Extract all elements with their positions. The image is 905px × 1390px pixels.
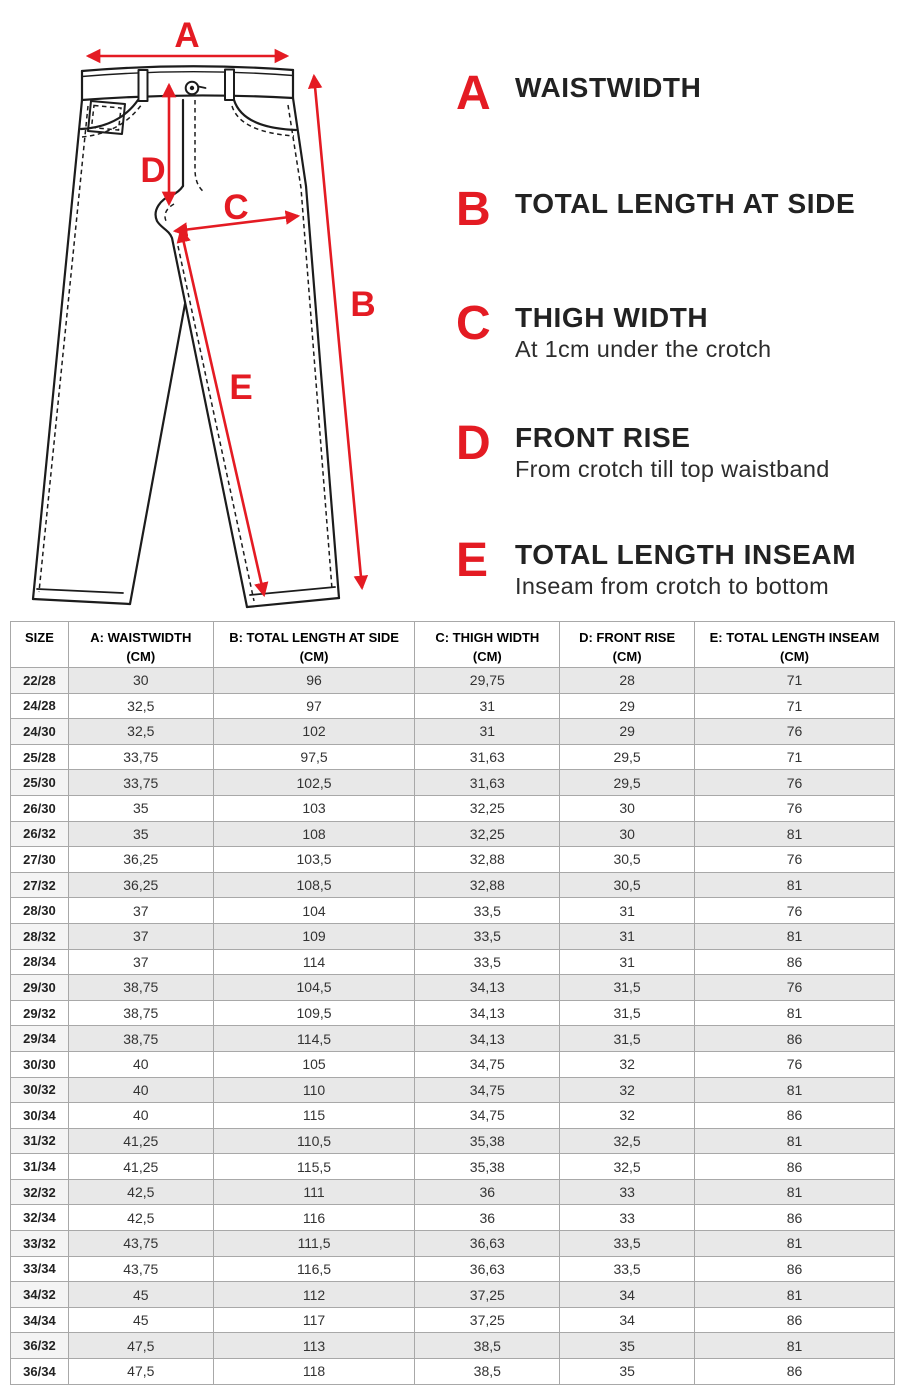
value-cell: 76: [695, 847, 895, 873]
value-cell: 31,63: [415, 770, 560, 796]
size-table-body: [11, 668, 895, 1385]
diagram-label-a: A: [174, 16, 200, 55]
column-header: [415, 622, 560, 668]
value-cell: 40: [68, 1103, 213, 1129]
size-cell: 24/30: [11, 719, 69, 745]
value-cell: 81: [695, 1128, 895, 1154]
value-cell: 37,25: [415, 1282, 560, 1308]
value-cell: 33,5: [415, 949, 560, 975]
size-cell: 34/34: [11, 1307, 69, 1333]
legend-subtitle: At 1cm under the crotch: [515, 336, 772, 363]
column-header-unit: (CM): [612, 649, 642, 664]
value-cell: 71: [695, 744, 895, 770]
value-cell: 81: [695, 1179, 895, 1205]
value-cell: 33,5: [560, 1231, 695, 1257]
measurement-legend: [440, 0, 905, 621]
legend-letter-d: D: [456, 417, 491, 470]
column-header-label: D: FRONT RISE: [579, 630, 676, 645]
size-cell: 31/32: [11, 1128, 69, 1154]
value-cell: 109: [213, 923, 415, 949]
value-cell: 32: [560, 1077, 695, 1103]
value-cell: 86: [695, 1103, 895, 1129]
column-header: [560, 622, 695, 668]
value-cell: 76: [695, 1051, 895, 1077]
value-cell: 81: [695, 1333, 895, 1359]
table-row: [11, 1077, 895, 1103]
size-cell: 29/32: [11, 1000, 69, 1026]
table-row: [11, 847, 895, 873]
value-cell: 33,75: [68, 744, 213, 770]
value-cell: 76: [695, 719, 895, 745]
size-cell: 26/32: [11, 821, 69, 847]
size-cell: 30/32: [11, 1077, 69, 1103]
size-cell: 32/34: [11, 1205, 69, 1231]
value-cell: 34,75: [415, 1077, 560, 1103]
value-cell: 103,5: [213, 847, 415, 873]
value-cell: 33: [560, 1205, 695, 1231]
value-cell: 35: [560, 1359, 695, 1385]
value-cell: 86: [695, 1307, 895, 1333]
value-cell: 41,25: [68, 1128, 213, 1154]
size-cell: 25/28: [11, 744, 69, 770]
table-row: [11, 1051, 895, 1077]
value-cell: 45: [68, 1307, 213, 1333]
size-cell: 28/32: [11, 923, 69, 949]
table-row: [11, 1103, 895, 1129]
value-cell: 32: [560, 1051, 695, 1077]
value-cell: 34: [560, 1307, 695, 1333]
value-cell: 31: [560, 898, 695, 924]
value-cell: 81: [695, 1077, 895, 1103]
value-cell: 38,75: [68, 1026, 213, 1052]
value-cell: 117: [213, 1307, 415, 1333]
table-row: [11, 1282, 895, 1308]
value-cell: 33,5: [560, 1256, 695, 1282]
size-cell: 31/34: [11, 1154, 69, 1180]
value-cell: 37,25: [415, 1307, 560, 1333]
value-cell: 113: [213, 1333, 415, 1359]
value-cell: 31,5: [560, 1026, 695, 1052]
legend-subtitle: Inseam from crotch to bottom: [515, 573, 830, 600]
size-cell: 29/34: [11, 1026, 69, 1052]
value-cell: 38,5: [415, 1333, 560, 1359]
legend-letter-a: A: [456, 67, 491, 120]
legend-item-total-length-side: [456, 182, 855, 234]
value-cell: 30: [560, 821, 695, 847]
column-header-unit: (CM): [472, 649, 502, 664]
value-cell: 29: [560, 693, 695, 719]
value-cell: 37: [68, 949, 213, 975]
size-cell: 24/28: [11, 693, 69, 719]
value-cell: 42,5: [68, 1205, 213, 1231]
value-cell: 28: [560, 668, 695, 694]
column-header-label: A: WAISTWIDTH: [90, 630, 192, 645]
measurement-arrows: [88, 56, 362, 595]
table-row: [11, 923, 895, 949]
value-cell: 105: [213, 1051, 415, 1077]
value-cell: 34,13: [415, 975, 560, 1001]
value-cell: 86: [695, 949, 895, 975]
value-cell: 31: [415, 693, 560, 719]
column-header-label: C: THIGH WIDTH: [435, 630, 540, 645]
table-row: [11, 719, 895, 745]
table-row: [11, 1231, 895, 1257]
arrow-inseam: [181, 230, 264, 595]
value-cell: 32,88: [415, 847, 560, 873]
table-row: [11, 821, 895, 847]
value-cell: 29,75: [415, 668, 560, 694]
size-cell: 28/30: [11, 898, 69, 924]
size-cell: 30/34: [11, 1103, 69, 1129]
legend-title: TOTAL LENGTH AT SIDE: [515, 188, 856, 219]
arrow-total-length-side: [314, 76, 362, 588]
value-cell: 76: [695, 975, 895, 1001]
jeans-measurement-diagram: [0, 0, 440, 621]
diagram-label-e: E: [229, 368, 253, 407]
value-cell: 86: [695, 1359, 895, 1385]
value-cell: 38,75: [68, 1000, 213, 1026]
column-header: [11, 622, 69, 668]
value-cell: 71: [695, 693, 895, 719]
table-row: [11, 1256, 895, 1282]
jeans-outline: [33, 66, 339, 607]
table-row: [11, 1128, 895, 1154]
value-cell: 97,5: [213, 744, 415, 770]
table-row: [11, 1179, 895, 1205]
column-header-label: B: TOTAL LENGTH AT SIDE: [229, 630, 399, 645]
value-cell: 114: [213, 949, 415, 975]
value-cell: 35,38: [415, 1154, 560, 1180]
size-cell: 33/34: [11, 1256, 69, 1282]
size-cell: 28/34: [11, 949, 69, 975]
value-cell: 81: [695, 1000, 895, 1026]
jeans-stitching: [39, 100, 332, 601]
table-row: [11, 1359, 895, 1385]
size-cell: 36/32: [11, 1333, 69, 1359]
value-cell: 32: [560, 1103, 695, 1129]
value-cell: 47,5: [68, 1333, 213, 1359]
column-header: [695, 622, 895, 668]
value-cell: 114,5: [213, 1026, 415, 1052]
value-cell: 109,5: [213, 1000, 415, 1026]
size-cell: 34/32: [11, 1282, 69, 1308]
value-cell: 35,38: [415, 1128, 560, 1154]
value-cell: 76: [695, 898, 895, 924]
value-cell: 81: [695, 872, 895, 898]
table-row: [11, 668, 895, 694]
size-cell: 33/32: [11, 1231, 69, 1257]
legend-item-thigh-width: [456, 296, 771, 363]
value-cell: 36,25: [68, 872, 213, 898]
legend-letter-e: E: [456, 534, 489, 587]
legend-item-waistwidth: [456, 66, 701, 118]
value-cell: 33: [560, 1179, 695, 1205]
value-cell: 33,5: [415, 898, 560, 924]
value-cell: 81: [695, 1231, 895, 1257]
legend-subtitle: From crotch till top waistband: [515, 456, 830, 483]
value-cell: 86: [695, 1256, 895, 1282]
value-cell: 111,5: [213, 1231, 415, 1257]
value-cell: 108,5: [213, 872, 415, 898]
value-cell: 86: [695, 1026, 895, 1052]
legend-letter-c: C: [456, 297, 491, 350]
table-row: [11, 1205, 895, 1231]
diagram-label-b: B: [350, 285, 376, 324]
table-row: [11, 975, 895, 1001]
table-row: [11, 898, 895, 924]
value-cell: 47,5: [68, 1359, 213, 1385]
column-header-unit: (CM): [299, 649, 329, 664]
value-cell: 38,5: [415, 1359, 560, 1385]
value-cell: 36,63: [415, 1256, 560, 1282]
value-cell: 116,5: [213, 1256, 415, 1282]
table-row: [11, 1154, 895, 1180]
header-row: [11, 622, 895, 668]
value-cell: 96: [213, 668, 415, 694]
value-cell: 30,5: [560, 872, 695, 898]
value-cell: 31,63: [415, 744, 560, 770]
value-cell: 31: [560, 923, 695, 949]
table-row: [11, 1333, 895, 1359]
value-cell: 33,75: [68, 770, 213, 796]
value-cell: 34,13: [415, 1000, 560, 1026]
value-cell: 31,5: [560, 1000, 695, 1026]
table-row: [11, 693, 895, 719]
value-cell: 36: [415, 1179, 560, 1205]
value-cell: 30: [68, 668, 213, 694]
value-cell: 31: [560, 949, 695, 975]
size-cell: 32/32: [11, 1179, 69, 1205]
size-cell: 36/34: [11, 1359, 69, 1385]
column-header-label: SIZE: [24, 630, 54, 645]
value-cell: 31,5: [560, 975, 695, 1001]
value-cell: 34,75: [415, 1103, 560, 1129]
value-cell: 35: [68, 795, 213, 821]
value-cell: 43,75: [68, 1256, 213, 1282]
value-cell: 32,5: [560, 1154, 695, 1180]
value-cell: 45: [68, 1282, 213, 1308]
value-cell: 41,25: [68, 1154, 213, 1180]
value-cell: 34,75: [415, 1051, 560, 1077]
table-row: [11, 744, 895, 770]
value-cell: 35: [560, 1333, 695, 1359]
legend-title: FRONT RISE: [515, 422, 691, 453]
value-cell: 36: [415, 1205, 560, 1231]
column-header-unit: (CM): [780, 649, 809, 664]
legend-text: [515, 416, 830, 483]
value-cell: 43,75: [68, 1231, 213, 1257]
value-cell: 32,25: [415, 795, 560, 821]
value-cell: 104,5: [213, 975, 415, 1001]
table-row: [11, 1000, 895, 1026]
value-cell: 32,88: [415, 872, 560, 898]
value-cell: 33,5: [415, 923, 560, 949]
legend-text: [515, 296, 771, 363]
column-header-label: E: TOTAL LENGTH INSEAM: [709, 630, 880, 645]
value-cell: 76: [695, 795, 895, 821]
value-cell: 118: [213, 1359, 415, 1385]
legend-item-front-rise: [456, 416, 830, 483]
size-cell: 30/30: [11, 1051, 69, 1077]
column-header-unit: (CM): [126, 649, 156, 664]
legend-item-inseam: [456, 533, 856, 600]
size-cell: 27/30: [11, 847, 69, 873]
value-cell: 115: [213, 1103, 415, 1129]
value-cell: 37: [68, 923, 213, 949]
value-cell: 115,5: [213, 1154, 415, 1180]
value-cell: 108: [213, 821, 415, 847]
column-header: [213, 622, 415, 668]
value-cell: 34: [560, 1282, 695, 1308]
value-cell: 40: [68, 1051, 213, 1077]
legend-title: WAISTWIDTH: [515, 72, 702, 103]
table-row: [11, 795, 895, 821]
value-cell: 112: [213, 1282, 415, 1308]
value-cell: 116: [213, 1205, 415, 1231]
size-cell: 27/32: [11, 872, 69, 898]
table-row: [11, 872, 895, 898]
value-cell: 103: [213, 795, 415, 821]
value-cell: 34,13: [415, 1026, 560, 1052]
value-cell: 86: [695, 1154, 895, 1180]
value-cell: 38,75: [68, 975, 213, 1001]
value-cell: 104: [213, 898, 415, 924]
value-cell: 40: [68, 1077, 213, 1103]
size-cell: 29/30: [11, 975, 69, 1001]
size-cell: 25/30: [11, 770, 69, 796]
value-cell: 81: [695, 1282, 895, 1308]
value-cell: 32,5: [560, 1128, 695, 1154]
value-cell: 35: [68, 821, 213, 847]
value-cell: 29,5: [560, 770, 695, 796]
value-cell: 81: [695, 821, 895, 847]
legend-letter-b: B: [456, 183, 491, 236]
value-cell: 30: [560, 795, 695, 821]
size-table: [10, 621, 895, 1385]
value-cell: 81: [695, 923, 895, 949]
legend-text: [515, 182, 855, 222]
value-cell: 110,5: [213, 1128, 415, 1154]
measurement-guide: [0, 0, 905, 621]
size-cell: 22/28: [11, 668, 69, 694]
value-cell: 86: [695, 1205, 895, 1231]
legend-title: TOTAL LENGTH INSEAM: [515, 539, 857, 570]
value-cell: 31: [415, 719, 560, 745]
value-cell: 36,25: [68, 847, 213, 873]
value-cell: 36,63: [415, 1231, 560, 1257]
table-row: [11, 770, 895, 796]
diagram-label-c: C: [223, 188, 249, 227]
legend-text: [515, 533, 856, 600]
legend-text: [515, 66, 701, 106]
value-cell: 42,5: [68, 1179, 213, 1205]
table-row: [11, 1026, 895, 1052]
table-row: [11, 949, 895, 975]
size-cell: 26/30: [11, 795, 69, 821]
size-table-section: [10, 621, 895, 1385]
value-cell: 102: [213, 719, 415, 745]
value-cell: 110: [213, 1077, 415, 1103]
value-cell: 71: [695, 668, 895, 694]
value-cell: 29: [560, 719, 695, 745]
value-cell: 76: [695, 770, 895, 796]
value-cell: 30,5: [560, 847, 695, 873]
table-row: [11, 1307, 895, 1333]
value-cell: 32,25: [415, 821, 560, 847]
column-header: [68, 622, 213, 668]
value-cell: 111: [213, 1179, 415, 1205]
value-cell: 32,5: [68, 719, 213, 745]
value-cell: 102,5: [213, 770, 415, 796]
diagram-label-d: D: [140, 151, 166, 190]
size-table-header: [11, 622, 895, 668]
legend-title: THIGH WIDTH: [515, 302, 709, 333]
value-cell: 32,5: [68, 693, 213, 719]
value-cell: 97: [213, 693, 415, 719]
value-cell: 37: [68, 898, 213, 924]
value-cell: 29,5: [560, 744, 695, 770]
